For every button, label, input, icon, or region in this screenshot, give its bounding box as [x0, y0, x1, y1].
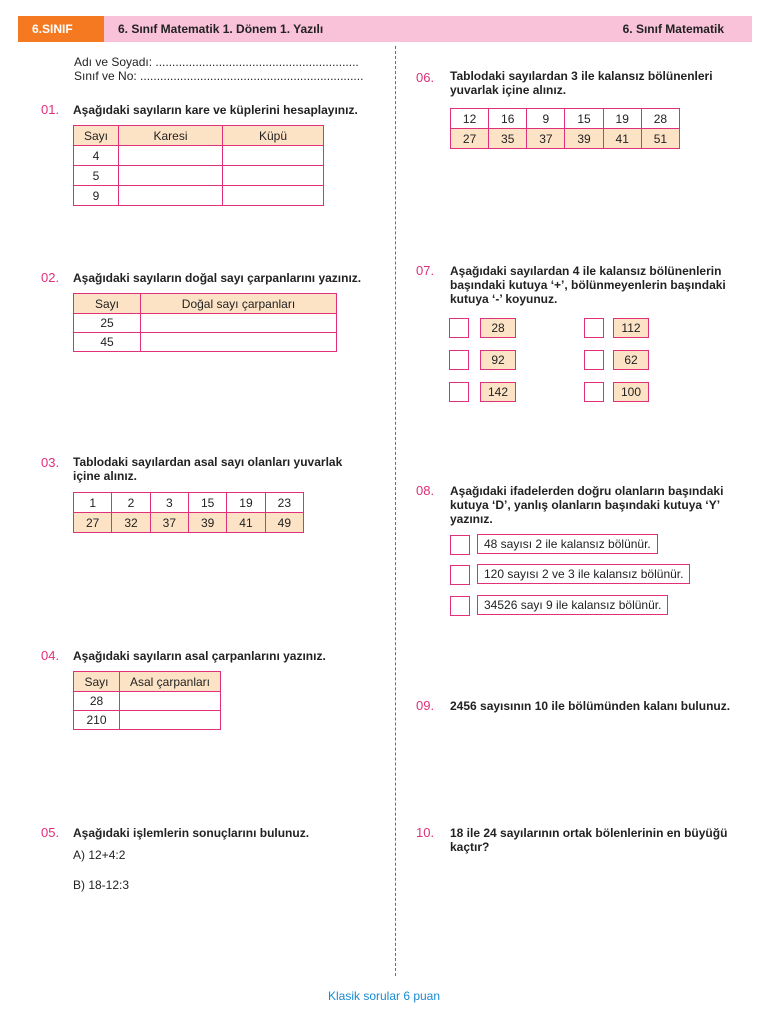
answer-cell[interactable]: [120, 692, 221, 711]
answer-cell[interactable]: [119, 186, 223, 206]
question-text: Aşağıdaki sayıların asal çarpanlarını yazınız.: [73, 649, 326, 663]
number-cell[interactable]: 39: [565, 129, 603, 149]
student-class-line: Sınıf ve No: ...................................................................: [74, 69, 364, 83]
question-number: 10.: [416, 825, 435, 840]
column-divider: [395, 46, 396, 976]
exam-title: 6. Sınıf Matematik 1. Dönem 1. Yazılı: [118, 22, 324, 36]
number-cell[interactable]: 19: [603, 109, 641, 129]
answer-box[interactable]: [449, 350, 469, 370]
question-number: 03.: [41, 455, 60, 470]
question-text: Aşağıdaki işlemlerin sonuçlarını bulunuz.: [73, 826, 310, 840]
grade-badge: 6.SINIF: [18, 16, 104, 42]
question-text-line2: içine alınız.: [73, 469, 138, 483]
table-header: Sayı: [74, 294, 141, 314]
number-cell[interactable]: 3: [150, 493, 188, 513]
question-text-line1: 18 ile 24 sayılarının ortak bölenlerinin en büyüğü: [450, 826, 728, 840]
student-name-line: Adı ve Soyadı: .............................................................: [74, 55, 359, 69]
question-number: 08.: [416, 483, 435, 498]
table-header: Sayı: [74, 126, 119, 146]
answer-box[interactable]: [450, 596, 470, 616]
page-header: [18, 16, 752, 42]
number-box: 92: [480, 350, 516, 370]
number-cell[interactable]: 39: [188, 513, 226, 533]
question-text-line1: Tablodaki sayılardan asal sayı olanları yuvarlak: [73, 455, 343, 469]
number-cell[interactable]: 41: [227, 513, 265, 533]
question-text-line1: Aşağıdaki sayılardan 4 ile kalansız bölünenlerin: [450, 264, 722, 278]
answer-box[interactable]: [584, 318, 604, 338]
answer-box[interactable]: [450, 565, 470, 585]
number-cell[interactable]: 41: [603, 129, 641, 149]
number-cell[interactable]: 35: [489, 129, 527, 149]
table-header: Karesi: [119, 126, 223, 146]
q4-table: [73, 671, 221, 730]
number-cell[interactable]: 16: [489, 109, 527, 129]
number-cell[interactable]: 2: [112, 493, 150, 513]
table-header: Sayı: [74, 672, 120, 692]
q5-option-b: B) 18-12:3: [73, 878, 130, 892]
number-cell[interactable]: 27: [451, 129, 489, 149]
answer-cell[interactable]: [119, 166, 223, 186]
question-text-line2: yuvarlak içine alınız.: [450, 83, 567, 97]
number-cell[interactable]: 15: [188, 493, 226, 513]
answer-box[interactable]: [449, 382, 469, 402]
q6-number-table: [450, 108, 680, 149]
answer-cell[interactable]: [141, 314, 337, 333]
question-number: 06.: [416, 70, 435, 85]
statement: 120 sayısı 2 ve 3 ile kalansız bölünür.: [477, 564, 690, 584]
number-cell[interactable]: 51: [641, 129, 679, 149]
number-cell[interactable]: 37: [150, 513, 188, 533]
answer-box[interactable]: [584, 382, 604, 402]
question-text-line2: kutuya ‘D’, yanlış olanların başındaki kutuya ‘Y’: [450, 498, 721, 512]
number-cell[interactable]: 27: [74, 513, 112, 533]
answer-box[interactable]: [450, 535, 470, 555]
answer-cell[interactable]: [119, 146, 223, 166]
table-cell: 25: [74, 314, 141, 333]
q2-table: [73, 293, 337, 352]
table-header: Doğal sayı çarpanları: [141, 294, 337, 314]
statement: 34526 sayı 9 ile kalansız bölünür.: [477, 595, 668, 615]
table-header: Asal çarpanları: [120, 672, 221, 692]
number-cell[interactable]: 19: [227, 493, 265, 513]
table-cell: 9: [74, 186, 119, 206]
question-text: Aşağıdaki sayıların doğal sayı çarpanlarını yazınız.: [73, 271, 362, 285]
table-header: Küpü: [223, 126, 324, 146]
number-cell[interactable]: 9: [527, 109, 565, 129]
number-cell[interactable]: 1: [74, 493, 112, 513]
number-cell[interactable]: 37: [527, 129, 565, 149]
question-number: 02.: [41, 270, 60, 285]
q3-number-table: [73, 492, 304, 533]
question-number: 01.: [41, 102, 60, 117]
question-text: 2456 sayısının 10 ile bölümünden kalanı bulunuz.: [450, 699, 731, 713]
number-box: 112: [613, 318, 649, 338]
statement: 48 sayısı 2 ile kalansız bölünür.: [477, 534, 658, 554]
number-cell[interactable]: 32: [112, 513, 150, 533]
number-cell[interactable]: 12: [451, 109, 489, 129]
answer-cell[interactable]: [223, 166, 324, 186]
question-number: 07.: [416, 263, 435, 278]
table-cell: 210: [74, 711, 120, 730]
number-box: 142: [480, 382, 516, 402]
number-cell[interactable]: 23: [265, 493, 303, 513]
question-number: 05.: [41, 825, 60, 840]
question-text-line2: başındaki kutuya ‘+’, bölünmeyenlerin başındaki: [450, 278, 726, 292]
question-number: 04.: [41, 648, 60, 663]
number-box: 28: [480, 318, 516, 338]
answer-cell[interactable]: [141, 333, 337, 352]
answer-box[interactable]: [449, 318, 469, 338]
question-text-line3: kutuya ‘-’ koyunuz.: [450, 292, 558, 306]
q1-table: [73, 125, 324, 206]
number-cell[interactable]: 15: [565, 109, 603, 129]
answer-cell[interactable]: [223, 146, 324, 166]
question-text-line3: yazınız.: [450, 512, 493, 526]
answer-cell[interactable]: [120, 711, 221, 730]
number-cell[interactable]: 28: [641, 109, 679, 129]
subject-label: 6. Sınıf Matematik: [622, 22, 724, 36]
q5-option-a: A) 12+4:2: [73, 848, 126, 862]
table-cell: 28: [74, 692, 120, 711]
table-cell: 45: [74, 333, 141, 352]
question-number: 09.: [416, 698, 435, 713]
question-text: Aşağıdaki sayıların kare ve küplerini hesaplayınız.: [73, 103, 358, 117]
question-text-line1: Aşağıdaki ifadelerden doğru olanların başındaki: [450, 484, 724, 498]
number-box: 100: [613, 382, 649, 402]
answer-cell[interactable]: [223, 186, 324, 206]
question-text-line2: kaçtır?: [450, 840, 490, 854]
number-box: 62: [613, 350, 649, 370]
number-cell[interactable]: 49: [265, 513, 303, 533]
table-cell: 4: [74, 146, 119, 166]
footer-note: Klasik sorular 6 puan: [327, 989, 441, 1003]
answer-box[interactable]: [584, 350, 604, 370]
question-text-line1: Tablodaki sayılardan 3 ile kalansız bölünenleri: [450, 69, 713, 83]
table-cell: 5: [74, 166, 119, 186]
